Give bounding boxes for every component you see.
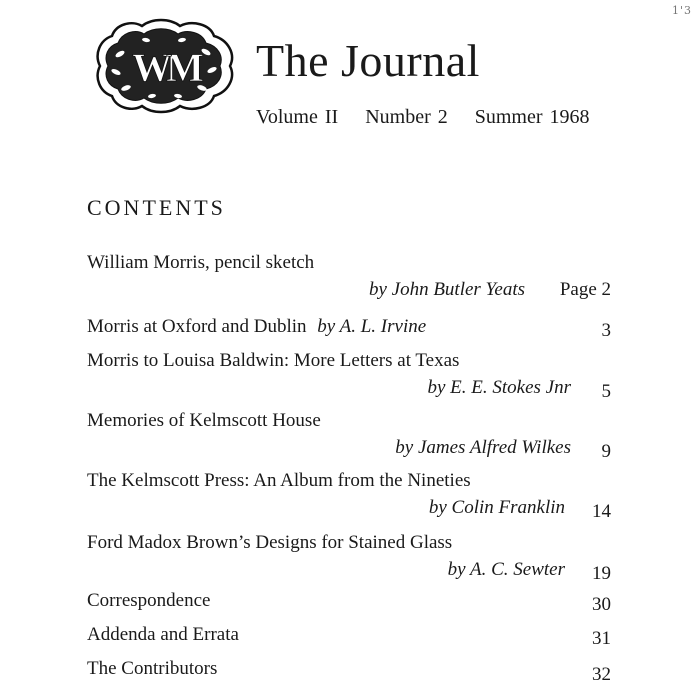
toc-entry-author: by Colin Franklin — [428, 497, 565, 518]
toc-entry-title: The Contributors — [87, 658, 218, 679]
toc-entry-title: Memories of Kelmscott House — [87, 410, 321, 431]
toc-entry-title: The Kelmscott Press: An Album from the Nineties — [87, 470, 471, 491]
toc-entry — [87, 624, 611, 651]
volume-label: Volume II — [256, 106, 339, 128]
toc-entry-page: 3 — [601, 320, 611, 341]
contents-heading: CONTENTS — [87, 195, 226, 220]
svg-text:WM: WM — [132, 45, 198, 90]
toc-entry-title: Morris to Louisa Baldwin: More Letters at Texas — [87, 350, 460, 371]
toc-entry-title: Morris at Oxford and Dublin — [87, 316, 307, 337]
toc-entry — [87, 532, 611, 586]
toc-entry-page: Page 2 — [559, 279, 611, 300]
toc-entry — [87, 658, 611, 685]
toc-entry — [87, 590, 611, 617]
toc-entry-author: by A. C. Sewter — [447, 559, 565, 580]
journal-title: The Journal — [256, 35, 480, 86]
toc-entry-title: William Morris, pencil sketch — [87, 252, 315, 273]
toc-entry-author: by John Butler Yeats — [368, 279, 525, 300]
toc-entry-author: by A. L. Irvine — [317, 316, 427, 337]
toc-entry-page: 32 — [592, 664, 611, 685]
toc-entry-title: Correspondence — [87, 590, 211, 611]
toc-entry-page: 19 — [592, 563, 611, 584]
toc-entry-page: 5 — [601, 381, 611, 402]
number-label: Number 2 — [365, 106, 448, 128]
issue-line — [256, 106, 610, 129]
toc-entry — [87, 252, 611, 306]
toc-entry-page: 14 — [592, 501, 611, 522]
season-label: Summer 1968 — [474, 106, 590, 128]
toc-entry — [87, 350, 611, 404]
toc-entry-title: Addenda and Errata — [87, 624, 239, 645]
toc-entry — [87, 316, 611, 343]
toc-entry — [87, 410, 611, 464]
toc-entry-author: by E. E. Stokes Jnr — [427, 377, 571, 398]
toc-entry-page: 31 — [592, 628, 611, 649]
toc-entry-author: by James Alfred Wilkes — [395, 437, 571, 458]
toc-entry-page: 9 — [601, 441, 611, 462]
wm-monogram-logo-icon — [86, 14, 246, 118]
toc-entry-title: Ford Madox Brown’s Designs for Stained Glass — [87, 532, 453, 553]
corner-pencil-mark: 1'3 — [672, 4, 693, 17]
toc-entry-page: 30 — [592, 594, 611, 615]
toc-entry — [87, 470, 611, 524]
